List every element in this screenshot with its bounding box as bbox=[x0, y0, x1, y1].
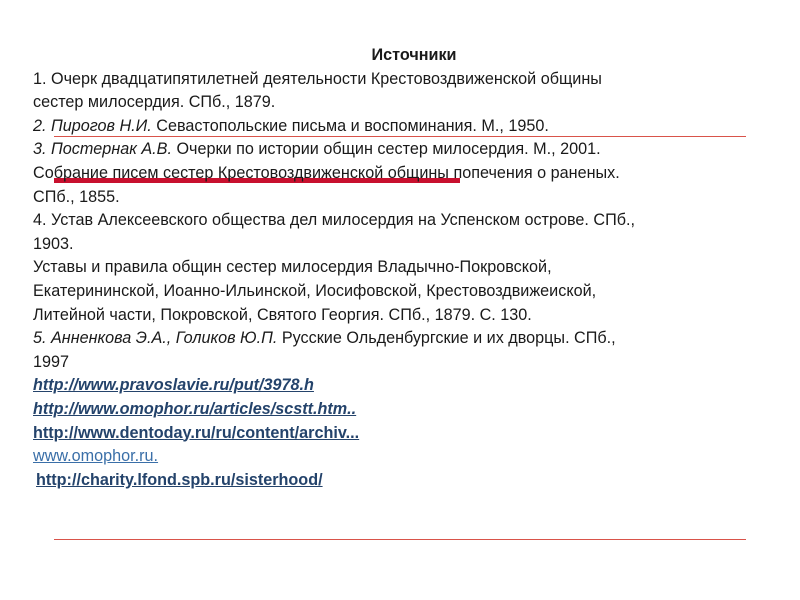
source-5-line2: 1997 bbox=[33, 352, 70, 371]
source-5-text: Русские Ольденбургские и их дворцы. СПб., bbox=[277, 329, 616, 348]
source-3 bbox=[33, 138, 773, 162]
link-omophor-articles[interactable]: http://www.omophor.ru/articles/scstt.htm.. bbox=[33, 399, 357, 418]
source-2-author: 2. Пирогов Н.И. bbox=[33, 116, 152, 135]
link-dentoday[interactable]: http://www.dentoday.ru/ru/content/archiv... bbox=[33, 423, 360, 442]
source-rules-line1: Уставы и правила общин сестер милосердия Владычно-Покровской, bbox=[33, 258, 552, 277]
page-title: Источники bbox=[371, 46, 457, 64]
source-5-author: 5. Анненкова Э.А., Голиков Ю.П. bbox=[33, 329, 278, 348]
source-letters-line2: СПб., 1855. bbox=[33, 187, 120, 206]
source-3-text: Очерки по истории общин сестер милосердия. М., 2001. bbox=[171, 140, 601, 159]
divider-bottom bbox=[54, 539, 746, 540]
source-2 bbox=[33, 115, 773, 139]
link-charity[interactable]: http://charity.lfond.spb.ru/sisterhood/ bbox=[36, 470, 323, 489]
link-omophor[interactable]: www.omophor.ru. bbox=[33, 447, 159, 466]
source-2-text: Севастопольские письма и воспоминания. М., 1950. bbox=[151, 116, 549, 135]
source-rules-line2: Екатерининской, Иоанно-Ильинской, Иосифовской, Крестовоздвижеиской, bbox=[33, 281, 597, 300]
link-pravoslavie[interactable]: http://www.pravoslavie.ru/put/3978.h bbox=[33, 376, 314, 395]
source-1-line1: 1. Очерк двадцатипятилетней деятельности Крестовоздвиженской общины bbox=[33, 69, 602, 88]
source-rules-line3: Литейной части, Покровской, Святого Георгия. СПб., 1879. С. 130. bbox=[33, 305, 532, 324]
sources-list bbox=[33, 44, 773, 492]
source-1-line2: сестер милосердия. СПб., 1879. bbox=[33, 93, 276, 112]
source-5 bbox=[33, 327, 773, 351]
source-4-line1: 4. Устав Алексеевского общества дел милосердия на Успенском острове. СПб., bbox=[33, 211, 635, 230]
source-letters-line1: Собрание писем сестер Крестовоздвиженской общины попечения о раненых. bbox=[33, 163, 620, 182]
source-4-line2: 1903. bbox=[33, 234, 74, 253]
source-3-author: 3. Постернак А.В. bbox=[33, 140, 172, 159]
